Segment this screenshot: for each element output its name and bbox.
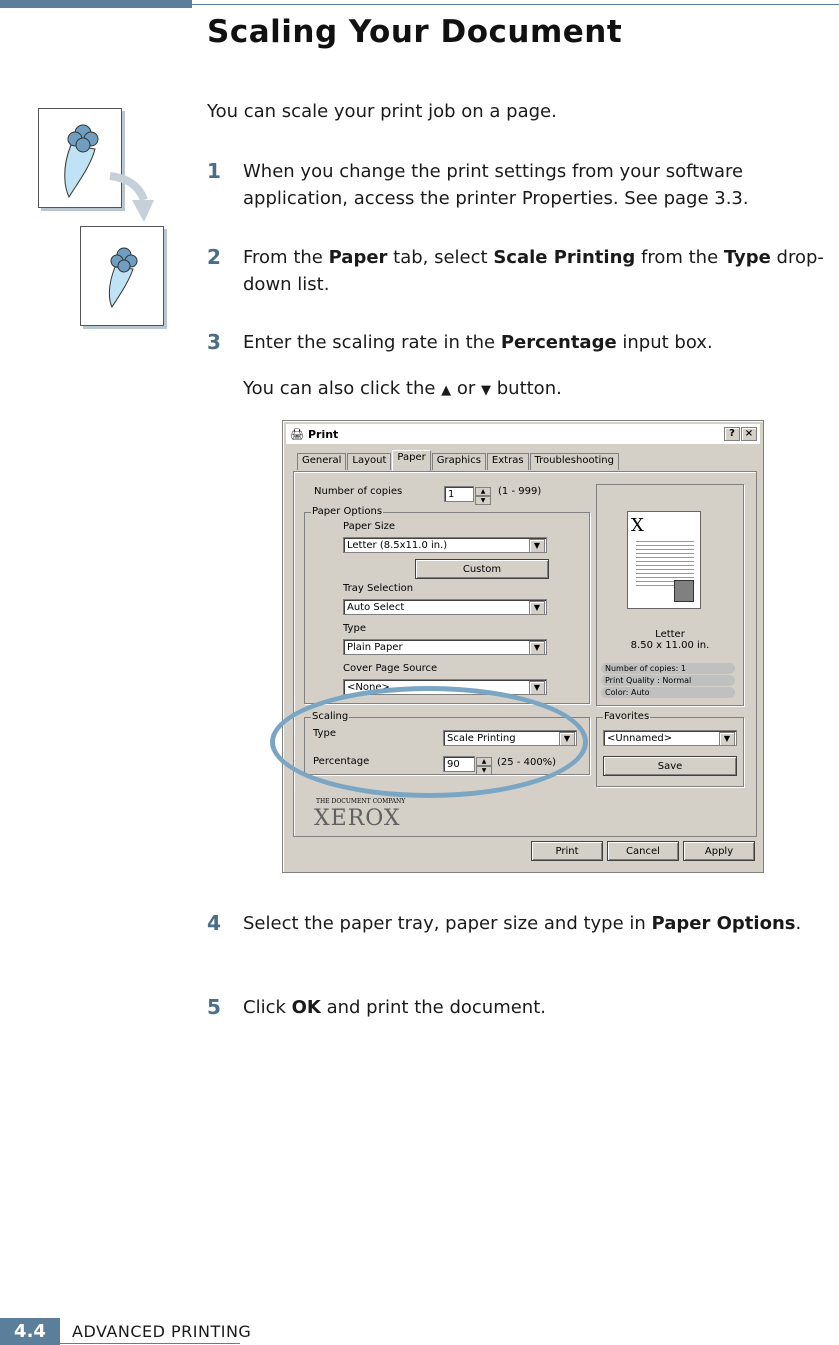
- step-note-text: You can also click the ▲ or ▼ button.: [243, 378, 562, 399]
- step-number: 4: [207, 911, 221, 935]
- step-number: 1: [207, 159, 221, 183]
- paper-options-title: Paper Options: [312, 506, 383, 517]
- dialog-titlebar: [286, 424, 760, 444]
- logo-tagline: THE DOCUMENT COMPANY: [316, 798, 406, 805]
- chevron-down-icon: ▼: [529, 601, 545, 615]
- percentage-range: (25 - 400%): [497, 757, 557, 768]
- page-preview: [627, 511, 701, 609]
- step-text: Click OK and print the document.: [243, 997, 546, 1018]
- info-copies: Number of copies: 1: [601, 663, 735, 674]
- preview-paper-name: Letter: [655, 629, 685, 640]
- scale-arrow-icon: [108, 170, 158, 226]
- favorites-title: Favorites: [604, 711, 650, 722]
- scaling-title: Scaling: [312, 711, 349, 722]
- copies-label: Number of copies: [314, 486, 403, 497]
- percentage-label: Percentage: [313, 756, 370, 767]
- scaled-page-illustration: [80, 226, 164, 326]
- paper-size-label: Paper Size: [343, 521, 396, 532]
- paper-size-select[interactable]: Letter (8.5x11.0 in.) ▼: [343, 537, 547, 553]
- copies-spinner[interactable]: [475, 487, 489, 503]
- cover-select[interactable]: <None> ▼: [343, 679, 547, 695]
- chevron-down-icon: ▼: [529, 539, 545, 553]
- chevron-down-icon: ▼: [719, 732, 735, 746]
- tab-bar: [297, 453, 620, 471]
- copies-input[interactable]: 1 ▲ ▼: [444, 486, 474, 502]
- info-quality: Print Quality : Normal: [601, 675, 735, 686]
- cover-label: Cover Page Source: [343, 663, 438, 674]
- info-color: Color: Auto: [601, 687, 735, 698]
- step-number: 3: [207, 330, 221, 354]
- chevron-down-icon: ▼: [529, 681, 545, 695]
- tab-graphics[interactable]: Graphics: [432, 453, 486, 470]
- step-number: 2: [207, 245, 221, 269]
- type-select[interactable]: Plain Paper ▼: [343, 639, 547, 655]
- custom-button[interactable]: Custom: [415, 559, 549, 579]
- footer-rule: [60, 1343, 240, 1344]
- carrot-small-icon: [81, 227, 163, 325]
- favorites-select[interactable]: <Unnamed> ▼: [603, 730, 737, 746]
- close-button[interactable]: ×: [741, 427, 757, 441]
- step-text: When you change the print settings from your software application, access the printer Properties. See page 3.3.: [243, 161, 749, 209]
- step-number: 5: [207, 995, 221, 1019]
- scaling-type-select[interactable]: Scale Printing ▼: [443, 730, 577, 746]
- spin-up-icon: ▲: [476, 757, 492, 766]
- tab-extras[interactable]: Extras: [487, 453, 529, 470]
- favorites-group: [596, 711, 744, 787]
- paper-options-group: [304, 506, 590, 704]
- intro-text: You can scale your print job on a page.: [207, 101, 557, 122]
- tab-troubleshooting[interactable]: Troubleshooting: [530, 453, 619, 470]
- step-text: Enter the scaling rate in the Percentage input box.: [243, 332, 713, 353]
- printer-icon: 🖨: [290, 427, 304, 441]
- xerox-logo: XEROX: [314, 806, 401, 831]
- cancel-button[interactable]: Cancel: [607, 841, 679, 861]
- preview-group: [596, 484, 744, 706]
- tab-layout[interactable]: Layout: [347, 453, 391, 470]
- spin-up-icon: ▲: [475, 487, 491, 496]
- tab-paper[interactable]: Paper: [392, 450, 430, 471]
- header-accent-bar: [0, 0, 192, 8]
- header-rule: [192, 4, 839, 5]
- preview-paper-size: 8.50 x 11.00 in.: [630, 640, 710, 651]
- percentage-input[interactable]: 90 ▲ ▼: [443, 756, 475, 772]
- tray-select[interactable]: Auto Select ▼: [343, 599, 547, 615]
- tray-label: Tray Selection: [343, 583, 414, 594]
- tab-general[interactable]: General: [297, 453, 346, 470]
- section-name: ADVANCED PRINTING: [72, 1322, 252, 1341]
- type-label: Type: [343, 623, 366, 634]
- scaling-highlight-oval: [270, 686, 588, 798]
- apply-button[interactable]: Apply: [683, 841, 755, 861]
- page-title: Scaling Your Document: [207, 14, 623, 50]
- spin-down-icon: ▼: [475, 496, 491, 505]
- print-dialog: [282, 420, 764, 873]
- scaling-type-label: Type: [313, 728, 336, 739]
- save-button[interactable]: Save: [603, 756, 737, 776]
- step-text: From the Paper tab, select Scale Printing from the Type drop-down list.: [243, 247, 824, 295]
- preview-letter: X: [631, 515, 644, 536]
- spin-down-icon: ▼: [476, 766, 492, 775]
- step-text: Select the paper tray, paper size and type in Paper Options.: [243, 913, 802, 934]
- preview-tray-icon: [674, 580, 694, 602]
- chevron-down-icon: ▼: [529, 641, 545, 655]
- chevron-down-icon: ▼: [559, 732, 575, 746]
- copies-range: (1 - 999): [498, 486, 542, 497]
- help-button[interactable]: ?: [724, 427, 740, 441]
- dialog-title: Print: [307, 427, 339, 441]
- page-number: 4.4: [0, 1318, 60, 1345]
- print-button[interactable]: Print: [531, 841, 603, 861]
